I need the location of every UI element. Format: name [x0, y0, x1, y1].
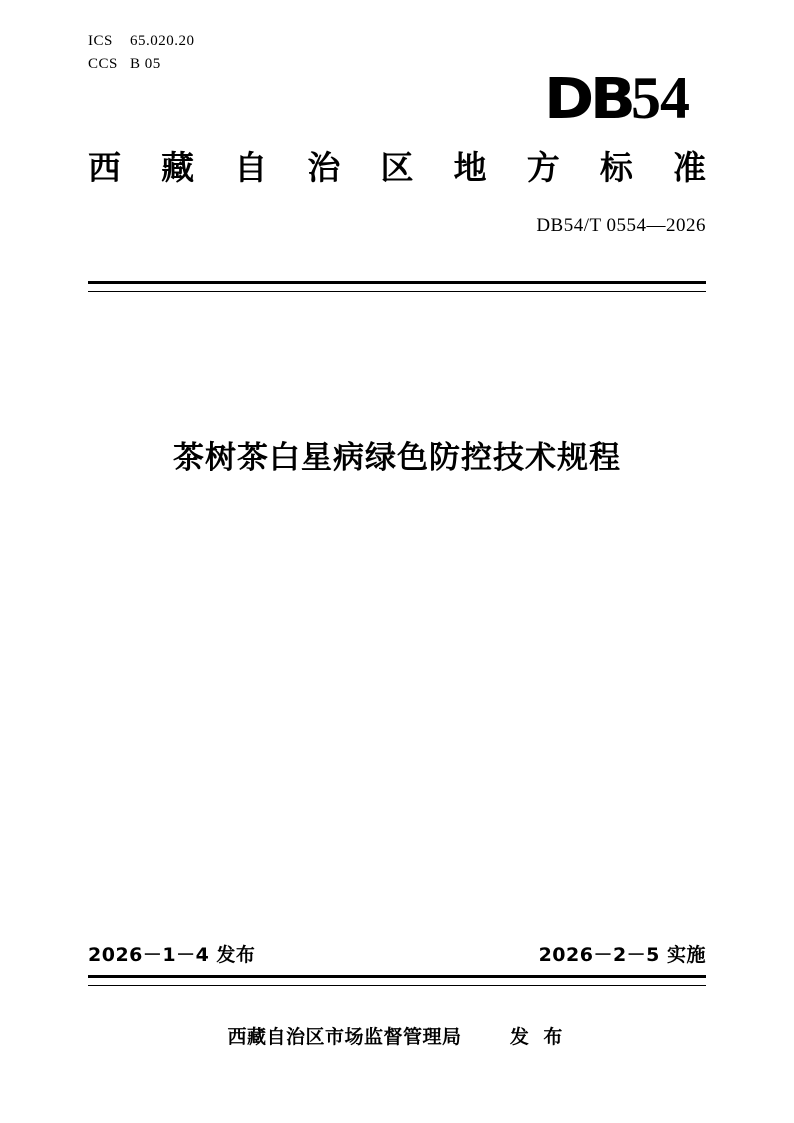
ccs-label: CCS [88, 56, 118, 73]
org-title-char: 治 [307, 148, 341, 187]
footer-rule-thick [88, 975, 706, 978]
page-title: 茶树茶白星病绿色防控技术规程 [173, 440, 621, 476]
publish-word: 发 布 [509, 1026, 567, 1048]
org-title-char: 藏 [161, 148, 195, 187]
ccs-value: B 05 [130, 56, 161, 73]
emblem-number: 54 [631, 65, 689, 131]
header-rule-thick [88, 281, 706, 284]
org-title-char: 方 [526, 148, 560, 187]
date-row [88, 940, 706, 967]
org-title-char: 自 [234, 148, 268, 187]
header-rule-thin [88, 291, 706, 292]
db54-emblem [543, 65, 689, 132]
organization-title [88, 148, 706, 188]
ccs-row [88, 53, 195, 76]
release-date: 2026－1－4 发布 [88, 944, 256, 966]
implementation-date: 2026－2－5 实施 [538, 944, 706, 966]
org-title-char: 西 [88, 148, 121, 187]
ics-row [88, 30, 195, 53]
publisher-name: 西藏自治区市场监督管理局 [227, 1026, 462, 1048]
ics-value: 65.020.20 [130, 33, 195, 49]
ics-label: ICS [88, 33, 113, 49]
standard-number: DB54/T 0554—2026 [536, 215, 706, 236]
org-title-char: 标 [599, 148, 633, 187]
publisher-line [0, 1022, 794, 1049]
org-title-char: 区 [380, 148, 414, 187]
org-title-char: 准 [673, 148, 706, 187]
emblem-prefix: DB [543, 67, 632, 132]
org-title-char: 地 [453, 148, 487, 187]
footer-rule-thin [88, 985, 706, 986]
classification-codes [88, 30, 195, 77]
